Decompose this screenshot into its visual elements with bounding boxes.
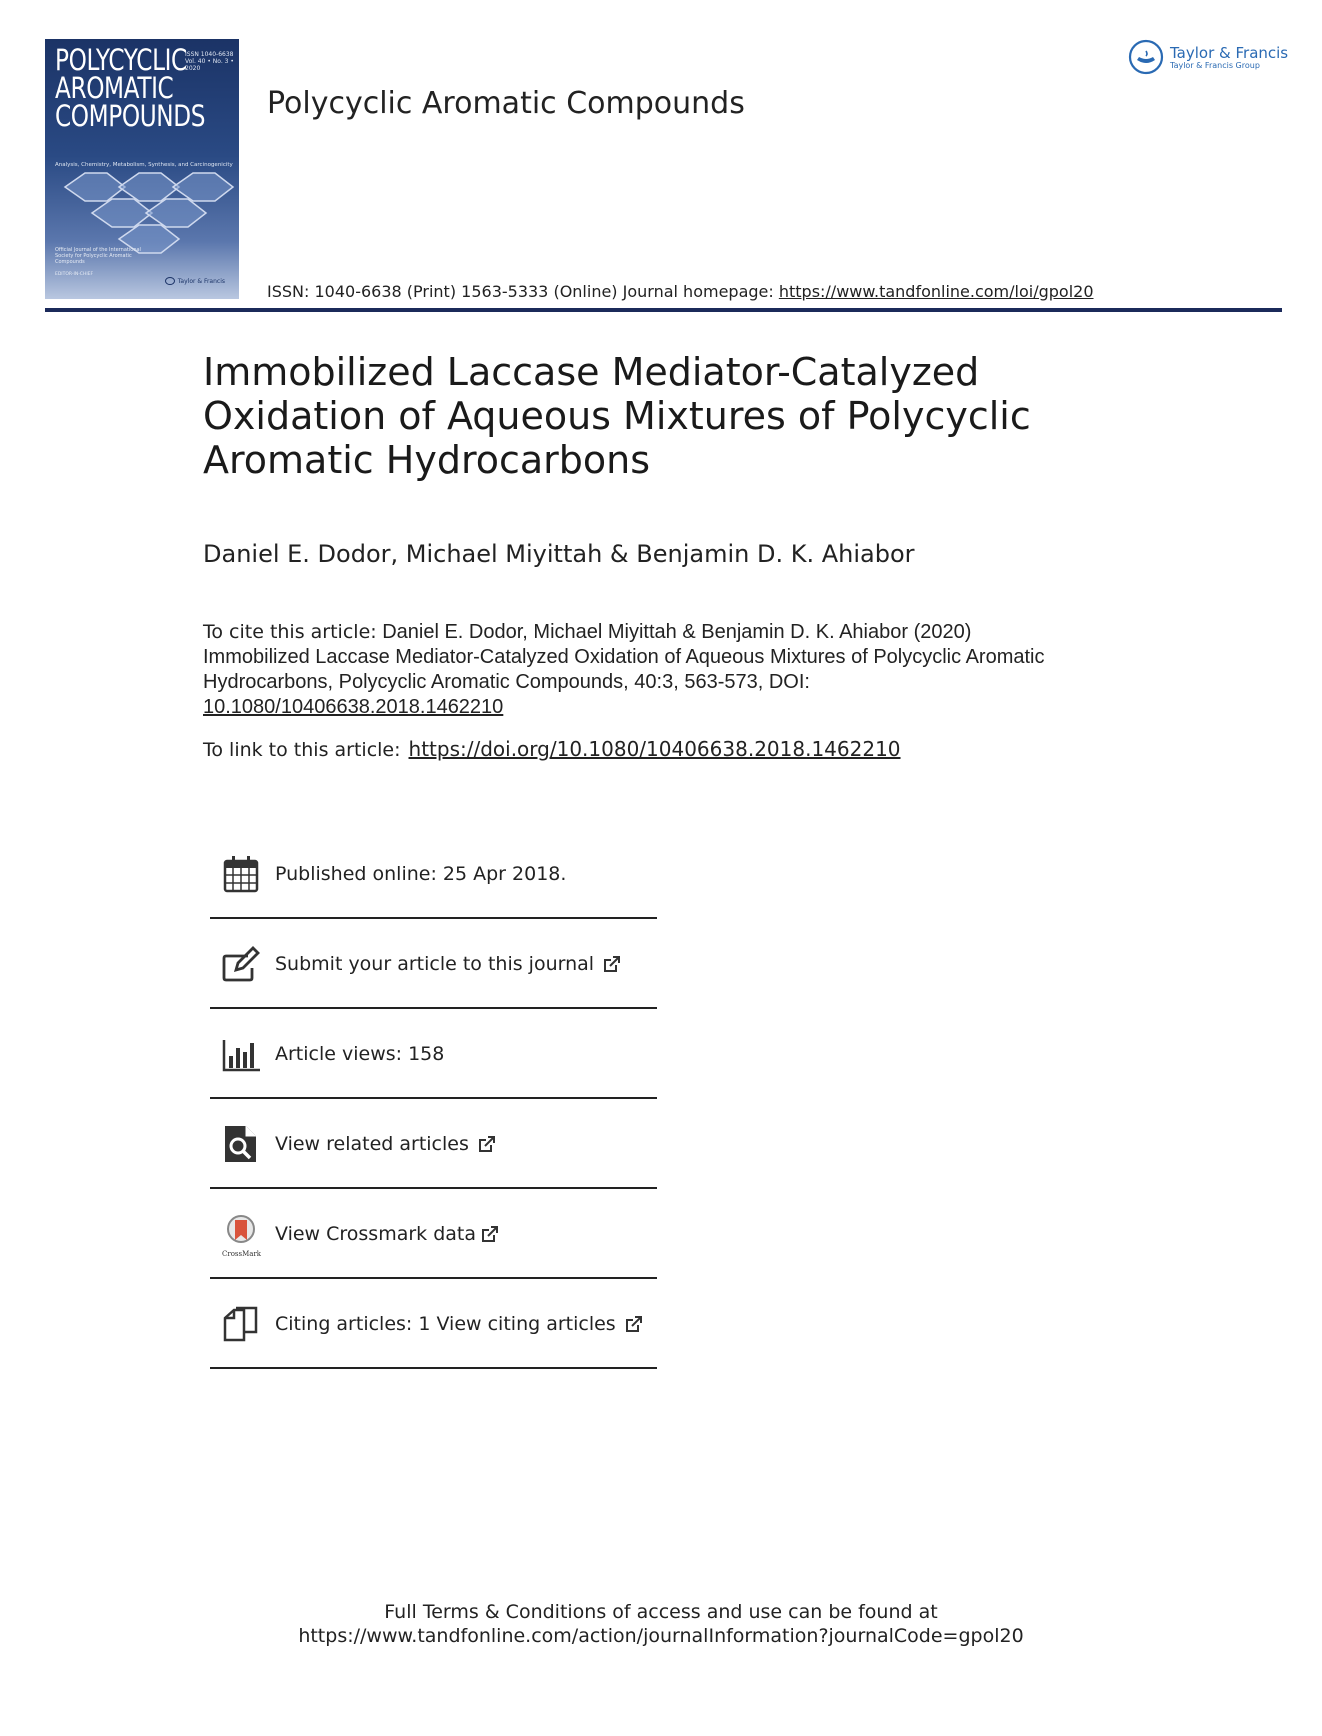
publisher-logo-name: Taylor & Francis [1170, 43, 1289, 62]
cover-subtitle: Analysis, Chemistry, Metabolism, Synthesis, and Carcinogenicity [55, 162, 233, 168]
external-link-icon [602, 954, 622, 974]
related-articles-link[interactable]: View related articles [275, 1133, 469, 1155]
external-link-icon [477, 1134, 497, 1154]
article-link-row [203, 737, 901, 761]
external-link-icon [624, 1314, 644, 1334]
cover-editor: EDITOR-IN-CHIEF [55, 272, 94, 277]
article-views-row [210, 1009, 657, 1099]
cover-issn: ISSN 1040-6638 Vol. 40 • No. 3 • 2020 [185, 51, 234, 72]
issn-text: ISSN: 1040-6638 (Print) 1563-5333 (Online) Journal homepage: [267, 282, 779, 301]
published-date: Published online: 25 Apr 2018. [275, 863, 567, 885]
bar-chart-icon [222, 1034, 260, 1074]
citation-label: To cite this article: [203, 621, 377, 643]
article-doi-link[interactable]: https://doi.org/10.1080/10406638.2018.1462210 [408, 737, 901, 761]
issn-line [267, 282, 1094, 301]
divider [210, 1367, 657, 1369]
citation-block [203, 620, 1063, 720]
publisher-logo[interactable] [1128, 39, 1288, 75]
crossmark-link[interactable]: View Crossmark data [275, 1223, 477, 1245]
article-views-count: Article views: 158 [275, 1043, 445, 1065]
edit-icon [222, 944, 260, 984]
footer [0, 1600, 1322, 1648]
crossmark-row[interactable] [210, 1189, 657, 1279]
citation-doi-link[interactable]: 10.1080/10406638.2018.1462210 [203, 696, 504, 718]
cover-title-line: POLYCYCLIC [55, 43, 187, 77]
citing-articles-row[interactable] [210, 1279, 657, 1369]
crossmark-logo-text: CrossMark [222, 1250, 262, 1258]
article-authors: Daniel E. Dodor, Michael Miyittah & Benjamin D. K. Ahiabor [203, 540, 915, 568]
cover-title-line: AROMATIC [55, 71, 174, 105]
article-link-label: To link to this article: [203, 739, 401, 761]
journal-homepage-link[interactable]: https://www.tandfonline.com/loi/gpol20 [778, 282, 1094, 301]
journal-cover-image [45, 39, 239, 299]
cover-official-note: Official Journal of the International Society for Polycyclic Aromatic Compounds [55, 247, 141, 265]
cover-title-line: COMPOUNDS [55, 99, 206, 133]
publisher-lamp-icon [165, 277, 175, 285]
taylor-francis-lamp-icon [1128, 39, 1164, 75]
citation-text: Daniel E. Dodor, Michael Miyittah & Benjamin D. K. Ahiabor (2020) Immobilized Laccase Mediator-Catalyzed Oxidation of Aqueous Mixtures of Polycyclic Aromatic Hydrocarbons, Polycyclic Aromatic Compounds, 40:3, 563-573, DOI: [203, 621, 1045, 693]
related-articles-row[interactable] [210, 1099, 657, 1189]
submit-article-link[interactable]: Submit your article to this journal [275, 953, 595, 975]
crossmark-icon [222, 1214, 260, 1246]
calendar-icon [222, 854, 260, 894]
external-link-icon [480, 1224, 500, 1244]
footer-terms-link[interactable]: https://www.tandfonline.com/action/journalInformation?journalCode=gpol20 [298, 1625, 1024, 1647]
publisher-logo-group: Taylor & Francis Group [1170, 60, 1260, 70]
hexagon-pattern-icon [45, 167, 239, 257]
document-search-icon [222, 1124, 260, 1164]
copy-documents-icon [222, 1304, 260, 1344]
citing-articles-link[interactable]: Citing articles: 1 View citing articles [275, 1313, 616, 1335]
header-rule [45, 308, 1282, 312]
published-row [210, 829, 657, 919]
cover-publisher [165, 277, 225, 285]
crossmark-logo [222, 1214, 262, 1258]
journal-name: Polycyclic Aromatic Compounds [267, 86, 745, 121]
cover-publisher-name: Taylor & Francis [177, 277, 225, 285]
submit-article-row[interactable] [210, 919, 657, 1009]
footer-terms-text: Full Terms & Conditions of access and use can be found at [384, 1601, 938, 1623]
article-title: Immobilized Laccase Mediator-Catalyzed Oxidation of Aqueous Mixtures of Polycyclic Aromatic Hydrocarbons [203, 350, 1031, 482]
